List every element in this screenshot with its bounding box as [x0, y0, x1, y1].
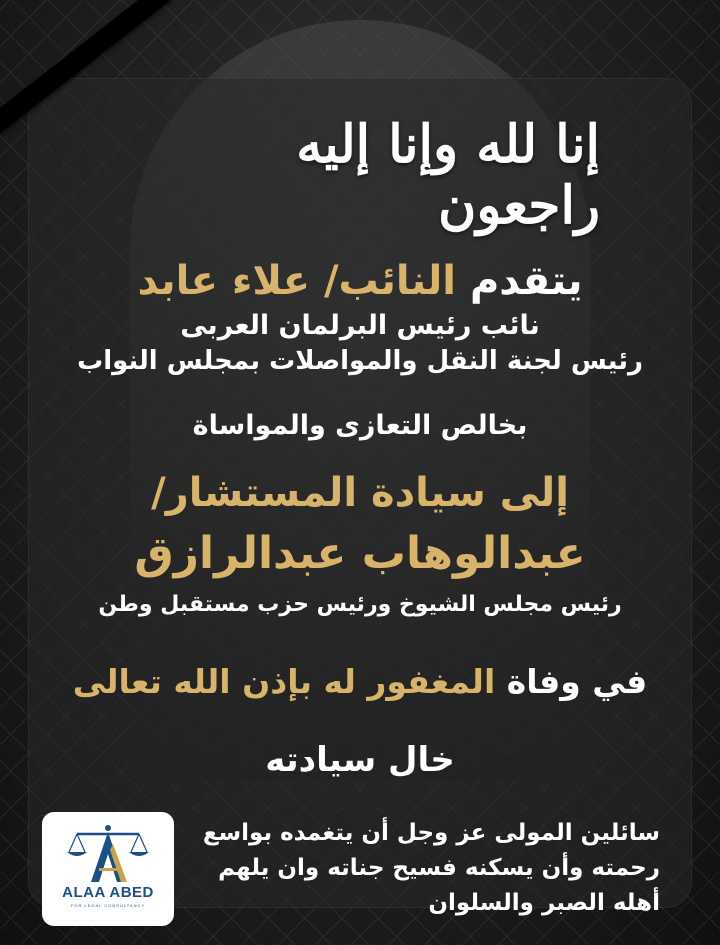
recipient-role: رئيس مجلس الشيوخ ورئيس حزب مستقبل وطن: [98, 592, 622, 617]
deceased-line: [40, 662, 680, 701]
announcer-prefix: يتقدم: [469, 258, 583, 304]
condolence-line: بخالص التعازى والمواساة: [192, 410, 528, 441]
recipient-name: عبدالوهاب عبدالرازق: [134, 528, 586, 579]
quran-verse-calligraphy: [120, 114, 600, 236]
prayer-line-1: سائلين المولى عز وجل أن يتغمده بواسع: [202, 820, 660, 846]
recipient-title: إلى سيادة المستشار/: [151, 470, 569, 516]
scales-of-justice-icon: [63, 820, 153, 884]
deceased-relation: خال سيادته: [265, 740, 455, 780]
announcer-role-2: رئيس لجنة النقل والمواصلات بمجلس النواب: [77, 346, 643, 376]
announcer-role-1: نائب رئيس البرلمان العربى: [180, 310, 540, 341]
logo-tagline: FOR LEGAL CONSULTANCY: [70, 903, 146, 908]
calligraphy-text: إنا لله وإنا إليه راجعون: [296, 114, 600, 236]
announcer-line: [40, 258, 680, 304]
deceased-prefix: في وفاة: [506, 662, 648, 701]
alaa-abed-logo: [42, 812, 174, 926]
announcer-name: النائب/ علاء عابد: [137, 258, 456, 304]
deceased-highlight: المغفور له بإذن الله تعالى: [72, 662, 496, 701]
prayer-line-3: أهله الصبر والسلوان: [428, 890, 660, 916]
prayer-line-2: رحمته وأن يسكنه فسيح جناته وان يلهم: [218, 855, 660, 881]
logo-name: ALAA ABED: [62, 884, 154, 901]
